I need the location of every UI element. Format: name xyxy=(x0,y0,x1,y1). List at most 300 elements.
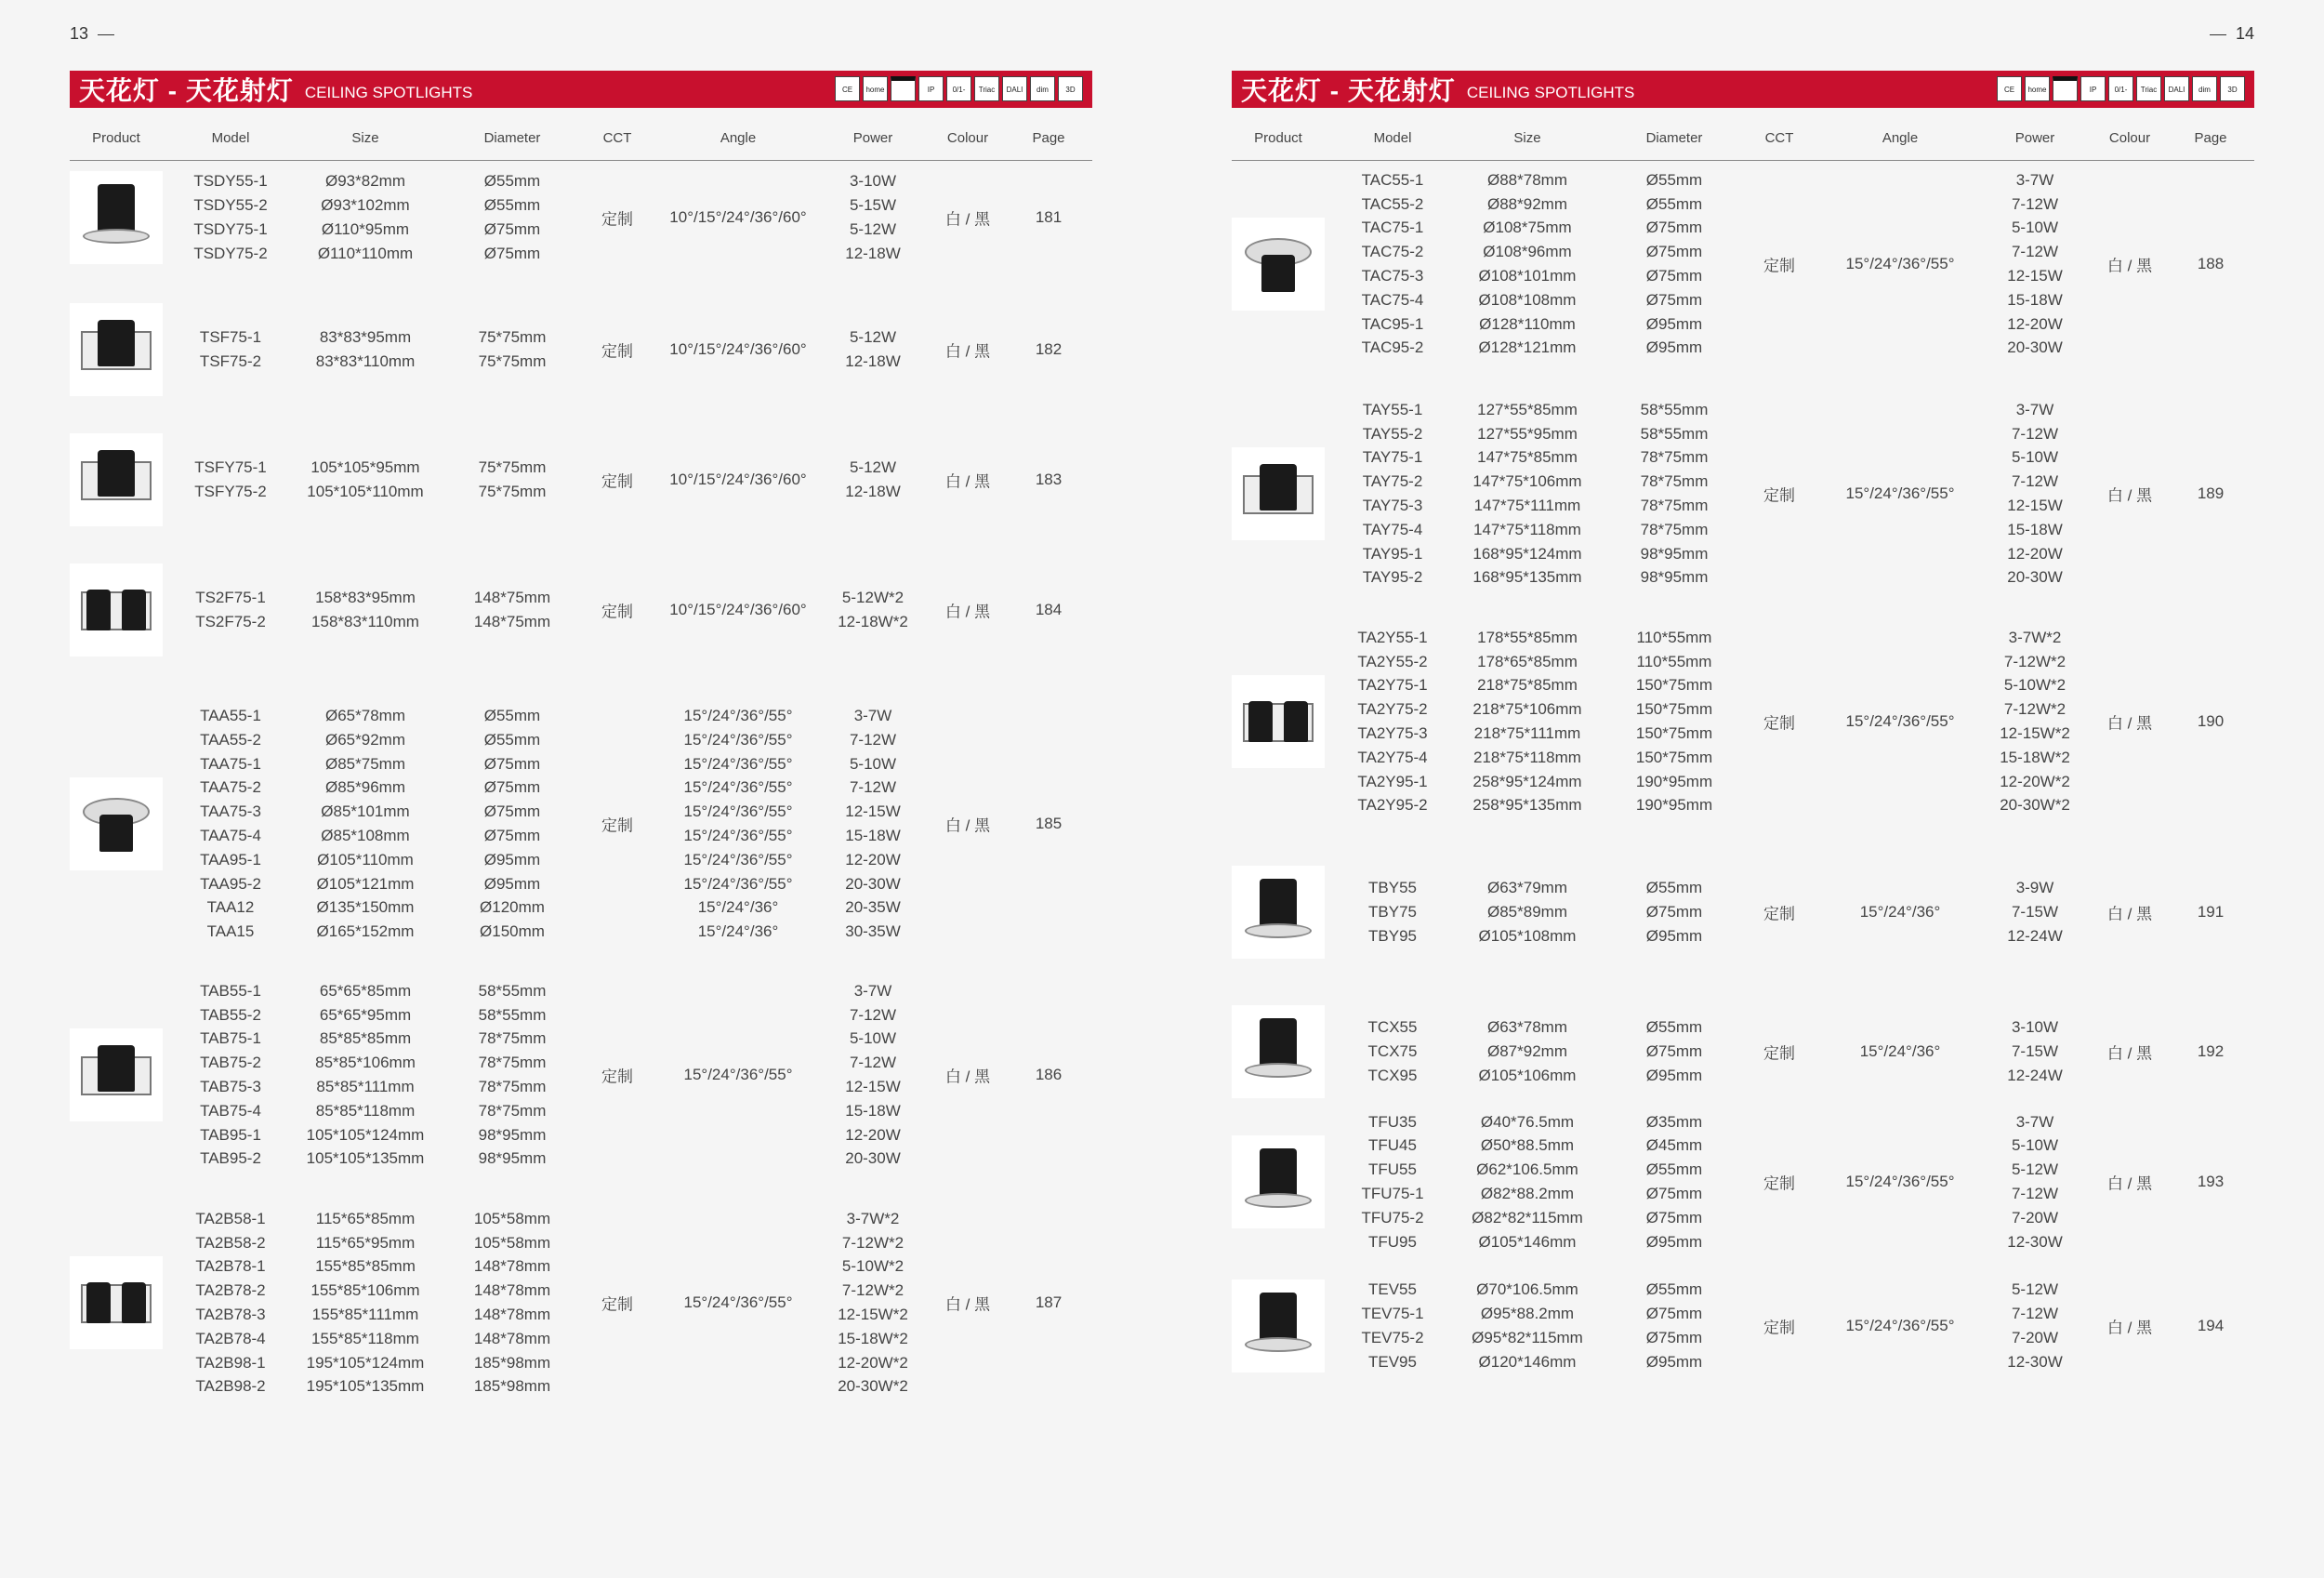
model-value: TAY55-1 xyxy=(1362,400,1423,418)
model-value: TA2Y55-2 xyxy=(1357,652,1428,670)
model-value: TA2B98-2 xyxy=(195,1377,266,1396)
model-column xyxy=(1363,398,1423,590)
model-column xyxy=(1362,168,1424,360)
size-value: 105*105*135mm xyxy=(306,1149,425,1168)
power-value: 12-20W*2 xyxy=(2000,772,2070,790)
colour-value: 白 / 黑 xyxy=(2106,714,2153,733)
power-value: 12-18W xyxy=(845,244,901,262)
model-column xyxy=(195,1207,265,1399)
cert-icon: CE xyxy=(835,76,860,101)
diameter-value: Ø35mm xyxy=(1645,1112,1703,1131)
model-value: TBY95 xyxy=(1368,926,1417,945)
angle-value: 15°/24°/36°/55° xyxy=(683,1293,793,1311)
diameter-column xyxy=(479,979,547,1171)
square-downlight-icon xyxy=(1232,447,1325,540)
power-value: 7-20W xyxy=(2011,1208,2059,1227)
cct-value: 定制 xyxy=(1763,1044,1795,1063)
size-value: Ø108*75mm xyxy=(1483,219,1572,237)
size-value: 178*65*85mm xyxy=(1477,652,1578,670)
size-value: 85*85*106mm xyxy=(315,1054,416,1072)
model-value: TS2F75-2 xyxy=(195,612,266,630)
model-value: TS2F75-1 xyxy=(195,589,266,607)
cert-icon xyxy=(2053,76,2078,101)
angle-value: 15°/24°/36°/55° xyxy=(683,1066,793,1083)
power-value: 20-30W*2 xyxy=(2000,796,2070,815)
diameter-column xyxy=(480,704,545,944)
cert-icon: home xyxy=(2025,76,2050,101)
size-value: 178*55*85mm xyxy=(1477,628,1578,646)
header-page: Page xyxy=(1032,130,1065,146)
power-value: 3-7W xyxy=(2015,1112,2054,1131)
size-value: Ø88*78mm xyxy=(1487,170,1567,189)
power-value: 7-12W*2 xyxy=(841,1281,905,1300)
size-value: 105*105*95mm xyxy=(310,458,420,477)
product-row xyxy=(1232,996,2254,1107)
table-header xyxy=(1232,108,2254,161)
power-value: 7-12W*2 xyxy=(2003,652,2067,670)
power-column xyxy=(2007,876,2063,948)
spotlight-icon xyxy=(1232,866,1325,959)
model-column xyxy=(1368,876,1417,948)
header-cct: CCT xyxy=(1764,130,1794,146)
header-product: Product xyxy=(1254,130,1302,146)
diameter-value: Ø95mm xyxy=(483,850,541,869)
angle-column xyxy=(684,704,793,944)
power-value: 12-15W*2 xyxy=(838,1305,908,1323)
double-downlight-icon xyxy=(1232,675,1325,768)
size-value: Ø105*108mm xyxy=(1478,926,1577,945)
colour-value: 白 / 黑 xyxy=(944,1295,991,1314)
diameter-value: 78*75mm xyxy=(1640,448,1709,467)
power-value: 3-7W xyxy=(2015,170,2054,189)
angle-value: 15°/24°/36°/55° xyxy=(683,826,793,844)
size-column xyxy=(307,979,425,1171)
size-value: Ø82*88.2mm xyxy=(1480,1185,1575,1202)
size-column xyxy=(1472,398,1581,590)
size-value: Ø65*92mm xyxy=(325,730,405,749)
diameter-value: Ø95mm xyxy=(1645,1066,1703,1084)
catalog-page-link[interactable]: 190 xyxy=(2197,712,2225,730)
diameter-value: Ø75mm xyxy=(1645,1042,1703,1061)
angle-value: 10°/15°/24°/36°/60° xyxy=(669,340,807,358)
model-value: TAY75-4 xyxy=(1362,520,1423,538)
size-value: Ø85*89mm xyxy=(1487,903,1567,922)
catalog-page-link[interactable]: 188 xyxy=(2197,255,2225,272)
model-value: TAC75-1 xyxy=(1361,219,1424,237)
angle-value: 15°/24°/36° xyxy=(697,898,779,917)
power-value: 7-12W xyxy=(849,1005,897,1024)
diameter-column xyxy=(1646,1015,1702,1087)
header-cct: CCT xyxy=(602,130,632,146)
size-column xyxy=(316,325,415,374)
cert-icon: dim xyxy=(2192,76,2217,101)
certification-icons xyxy=(835,76,1083,101)
diameter-value: Ø95mm xyxy=(1645,338,1703,357)
catalog-page-link[interactable]: 184 xyxy=(1035,601,1063,618)
model-value: TSF75-2 xyxy=(199,351,262,370)
power-value: 7-12W xyxy=(849,1054,897,1072)
power-value: 5-10W xyxy=(2011,448,2059,467)
cct-value: 定制 xyxy=(1763,905,1795,923)
spotlight-icon xyxy=(1232,1005,1325,1098)
power-column xyxy=(845,169,901,265)
size-column xyxy=(318,169,413,265)
model-value: TAB95-2 xyxy=(200,1149,261,1168)
power-value: 12-20W xyxy=(2007,544,2063,563)
size-value: 115*65*85mm xyxy=(315,1209,416,1227)
diameter-value: 78*75mm xyxy=(478,1077,547,1095)
power-value: 15-18W xyxy=(2007,290,2063,309)
diameter-column xyxy=(479,456,547,504)
angle-value: 15°/24°/36°/55° xyxy=(683,730,793,749)
diameter-column xyxy=(479,325,547,374)
diameter-column xyxy=(1641,398,1709,590)
catalog-page-link[interactable]: 193 xyxy=(2197,1173,2225,1190)
diameter-value: Ø55mm xyxy=(483,196,541,215)
size-value: 147*75*85mm xyxy=(1477,448,1578,467)
diameter-value: 150*75mm xyxy=(1635,700,1713,719)
diameter-column xyxy=(474,1207,550,1399)
spotlight-icon xyxy=(1232,1280,1325,1372)
size-value: Ø40*76.5mm xyxy=(1480,1112,1575,1131)
power-value: 7-15W xyxy=(2011,903,2059,922)
model-value: TFU45 xyxy=(1368,1136,1417,1155)
diameter-value: Ø55mm xyxy=(1645,170,1703,189)
model-value: TFU35 xyxy=(1368,1112,1417,1131)
cct-value: 定制 xyxy=(601,472,633,491)
diameter-value: 78*75mm xyxy=(1640,497,1709,514)
header-power: Power xyxy=(2014,130,2055,146)
colour-value: 白 / 黑 xyxy=(2106,905,2153,923)
model-value: TAC75-2 xyxy=(1361,243,1424,261)
cct-value: 定制 xyxy=(601,603,633,621)
diameter-value: 105*58mm xyxy=(473,1209,551,1227)
diameter-value: Ø55mm xyxy=(483,730,541,749)
diameter-value: Ø95mm xyxy=(1645,1352,1703,1371)
power-value: 7-12W*2 xyxy=(841,1233,905,1252)
model-value: TFU75-2 xyxy=(1361,1208,1424,1227)
power-value: 7-12W xyxy=(2011,1185,2059,1202)
size-value: 147*75*118mm xyxy=(1473,520,1581,538)
cert-icon: DALI xyxy=(2164,76,2189,101)
double-downlight-icon xyxy=(70,1256,163,1349)
size-value: 83*83*110mm xyxy=(315,351,416,370)
model-value: TAA55-2 xyxy=(200,730,261,749)
angle-value: 15°/24°/36°/55° xyxy=(683,802,793,821)
model-value: TA2B78-2 xyxy=(195,1281,266,1300)
cert-icon: 3D xyxy=(2220,76,2245,101)
model-column xyxy=(200,704,261,944)
size-value: 65*65*85mm xyxy=(319,981,412,1000)
model-value: TA2Y75-1 xyxy=(1357,676,1428,695)
diameter-value: Ø55mm xyxy=(1645,1018,1703,1037)
cert-icon: Triac xyxy=(974,76,999,101)
cert-icon: DALI xyxy=(1002,76,1027,101)
header-angle: Angle xyxy=(720,130,757,146)
size-value: 85*85*111mm xyxy=(316,1077,415,1095)
size-column xyxy=(1472,1278,1583,1373)
model-value: TAB55-1 xyxy=(200,981,261,1000)
diameter-value: 78*75mm xyxy=(478,1054,547,1072)
model-value: TBY75 xyxy=(1368,903,1417,922)
model-value: TA2B78-1 xyxy=(195,1257,266,1276)
model-value: TA2B78-3 xyxy=(195,1305,266,1323)
power-value: 20-35W xyxy=(845,898,901,917)
power-value: 3-7W xyxy=(2015,400,2054,418)
model-value: TAA75-4 xyxy=(200,826,261,844)
diameter-value: 190*95mm xyxy=(1635,772,1713,790)
power-value: 7-12W xyxy=(2011,472,2059,491)
model-value: TAY75-1 xyxy=(1362,448,1423,467)
catalog-page-link[interactable]: 181 xyxy=(1035,208,1063,226)
power-column xyxy=(2007,1015,2063,1087)
catalog-page-link[interactable]: 191 xyxy=(2197,903,2225,921)
diameter-value: Ø75mm xyxy=(1645,267,1703,285)
diameter-value: Ø95mm xyxy=(483,874,541,893)
catalog-page-link[interactable]: 183 xyxy=(1035,471,1063,488)
square-spotlight-icon xyxy=(70,303,163,396)
power-value: 5-12W*2 xyxy=(841,589,905,607)
size-value: Ø87*92mm xyxy=(1487,1042,1567,1061)
diameter-value: 58*55mm xyxy=(478,1005,547,1024)
angle-value: 15°/24°/36°/55° xyxy=(683,778,793,797)
model-column xyxy=(1361,1110,1423,1254)
diameter-value: Ø75mm xyxy=(1645,290,1703,309)
cert-icon: CE xyxy=(1997,76,2022,101)
power-value: 5-12W xyxy=(849,458,897,477)
diameter-value: Ø45mm xyxy=(1645,1136,1703,1155)
header-colour: Colour xyxy=(946,130,989,146)
header-size: Size xyxy=(1513,130,1541,146)
model-value: TA2Y75-2 xyxy=(1357,700,1428,719)
power-value: 7-12W*2 xyxy=(2003,700,2067,719)
power-value: 7-20W xyxy=(2011,1328,2059,1346)
catalog-page-link[interactable]: 186 xyxy=(1035,1066,1063,1083)
product-row xyxy=(70,703,1092,945)
catalog-page-link[interactable]: 185 xyxy=(1035,815,1063,832)
square-downlight-icon xyxy=(70,1028,163,1121)
model-value: TAC95-2 xyxy=(1361,338,1424,357)
model-value: TAY75-2 xyxy=(1362,472,1423,491)
diameter-value: Ø55mm xyxy=(483,707,541,724)
power-value: 15-18W xyxy=(845,1101,901,1120)
size-value: Ø63*79mm xyxy=(1487,879,1567,897)
size-value: Ø128*121mm xyxy=(1478,338,1577,357)
model-value: TFU95 xyxy=(1368,1232,1417,1251)
model-value: TAA95-1 xyxy=(200,850,261,869)
catalog-page-link[interactable]: 182 xyxy=(1035,340,1063,358)
cct-value: 定制 xyxy=(1763,1174,1795,1193)
angle-value: 15°/24°/36°/55° xyxy=(683,850,793,869)
angle-value: 15°/24°/36°/55° xyxy=(1845,255,1955,272)
size-value: Ø85*101mm xyxy=(321,802,410,821)
diameter-value: 75*75mm xyxy=(478,482,547,500)
size-value: 85*85*118mm xyxy=(315,1101,416,1120)
power-value: 5-12W xyxy=(2011,1280,2059,1299)
angle-value: 15°/24°/36°/55° xyxy=(683,874,793,893)
diameter-value: Ø75mm xyxy=(1645,903,1703,922)
diameter-value: 78*75mm xyxy=(478,1029,547,1048)
diameter-value: Ø75mm xyxy=(483,244,541,262)
model-column xyxy=(200,325,261,374)
angle-value: 10°/15°/24°/36°/60° xyxy=(669,471,807,488)
size-value: Ø110*95mm xyxy=(321,220,410,238)
size-value: Ø128*110mm xyxy=(1479,314,1576,333)
header-size: Size xyxy=(351,130,379,146)
power-value: 5-10W xyxy=(2011,219,2059,237)
size-value: 258*95*124mm xyxy=(1472,772,1582,790)
header-product: Product xyxy=(92,130,140,146)
size-value: Ø135*150mm xyxy=(316,898,415,917)
model-value: TSDY55-1 xyxy=(193,172,268,191)
size-column xyxy=(1479,1015,1577,1087)
size-value: Ø120*146mm xyxy=(1478,1352,1577,1371)
model-column xyxy=(200,979,261,1171)
size-value: Ø93*82mm xyxy=(325,172,405,191)
size-value: Ø65*78mm xyxy=(325,707,405,724)
cct-value: 定制 xyxy=(601,1067,633,1086)
size-value: 195*105*135mm xyxy=(306,1377,425,1396)
power-column xyxy=(838,586,908,634)
header-power: Power xyxy=(852,130,893,146)
diameter-value: 150*75mm xyxy=(1635,676,1713,695)
size-column xyxy=(307,1207,425,1399)
power-value: 7-12W xyxy=(2011,1305,2059,1323)
size-value: Ø62*106.5mm xyxy=(1476,1160,1578,1179)
diameter-value: Ø95mm xyxy=(1645,314,1703,333)
size-value: Ø105*121mm xyxy=(316,874,415,893)
power-column xyxy=(2007,398,2063,590)
power-value: 12-18W*2 xyxy=(838,612,908,630)
power-column xyxy=(838,1207,908,1399)
size-value: 155*85*118mm xyxy=(311,1329,419,1347)
diameter-value: 75*75mm xyxy=(478,328,547,347)
cert-icon: IP xyxy=(918,76,944,101)
catalog-page-link[interactable]: 194 xyxy=(2197,1317,2225,1334)
size-value: Ø110*110mm xyxy=(317,244,414,262)
cct-value: 定制 xyxy=(1763,1319,1795,1337)
size-column xyxy=(317,704,415,944)
colour-value: 白 / 黑 xyxy=(2106,1319,2153,1337)
cct-value: 定制 xyxy=(1763,714,1795,733)
size-value: Ø82*82*115mm xyxy=(1472,1208,1583,1227)
size-column xyxy=(1479,876,1577,948)
diameter-column xyxy=(1646,168,1702,360)
cert-icon: dim xyxy=(1030,76,1055,101)
catalog-page-link[interactable]: 192 xyxy=(2197,1042,2225,1060)
banner-title-en: CEILING SPOTLIGHTS xyxy=(1466,84,1635,101)
model-column xyxy=(194,456,266,504)
model-value: TA2Y95-2 xyxy=(1357,796,1428,815)
catalog-page-link[interactable]: 189 xyxy=(2197,484,2225,502)
product-row xyxy=(70,977,1092,1173)
power-value: 12-18W xyxy=(845,351,901,370)
header-diameter: Diameter xyxy=(483,130,541,146)
size-value: 105*105*110mm xyxy=(307,482,424,500)
diameter-value: Ø75mm xyxy=(483,802,541,821)
power-value: 7-12W xyxy=(2011,194,2059,213)
power-value: 7-12W xyxy=(849,730,897,749)
model-value: TEV75-2 xyxy=(1361,1328,1424,1346)
power-value: 20-30W xyxy=(845,874,901,893)
diameter-value: 58*55mm xyxy=(1640,400,1709,418)
diameter-value: 150*75mm xyxy=(1635,724,1713,742)
size-column xyxy=(1472,1110,1583,1254)
power-column xyxy=(2000,626,2070,817)
model-value: TCX75 xyxy=(1367,1042,1418,1061)
diameter-value: 148*78mm xyxy=(473,1257,551,1276)
power-value: 5-10W*2 xyxy=(841,1257,905,1276)
diameter-value: Ø55mm xyxy=(1645,194,1703,213)
power-value: 12-20W*2 xyxy=(838,1353,908,1372)
model-value: TEV95 xyxy=(1368,1352,1417,1371)
model-column xyxy=(1361,1278,1423,1373)
size-value: 218*75*111mm xyxy=(1473,724,1581,742)
model-value: TAA75-3 xyxy=(200,802,261,821)
size-value: Ø105*146mm xyxy=(1478,1232,1577,1251)
header-colour: Colour xyxy=(2108,130,2151,146)
round-downlight-icon xyxy=(1232,218,1325,311)
model-value: TEV75-1 xyxy=(1361,1305,1424,1323)
angle-value: 15°/24°/36° xyxy=(697,922,779,941)
diameter-value: Ø95mm xyxy=(1645,1232,1703,1251)
size-value: Ø50*88.5mm xyxy=(1480,1136,1575,1155)
diameter-value: Ø55mm xyxy=(1645,879,1703,897)
size-value: 258*95*135mm xyxy=(1472,796,1582,815)
diameter-value: Ø75mm xyxy=(483,754,541,773)
diameter-value: 98*95mm xyxy=(478,1149,547,1168)
model-value: TAB75-2 xyxy=(200,1054,261,1072)
colour-value: 白 / 黑 xyxy=(944,210,991,229)
colour-value: 白 / 黑 xyxy=(944,816,991,835)
diameter-value: 78*75mm xyxy=(1640,520,1709,538)
power-value: 5-12W xyxy=(2011,1160,2059,1179)
catalog-page-link[interactable]: 187 xyxy=(1035,1293,1063,1311)
product-row xyxy=(1232,629,2254,815)
header-angle: Angle xyxy=(1882,130,1919,146)
model-value: TAY95-2 xyxy=(1362,568,1423,587)
model-value: TA2Y95-1 xyxy=(1357,772,1428,790)
colour-value: 白 / 黑 xyxy=(2106,1044,2153,1063)
product-row xyxy=(70,564,1092,656)
diameter-value: 148*75mm xyxy=(473,612,551,630)
size-value: Ø95*82*115mm xyxy=(1472,1328,1583,1346)
diameter-value: Ø75mm xyxy=(483,778,541,797)
diameter-value: Ø75mm xyxy=(1645,1185,1703,1202)
diameter-value: 190*95mm xyxy=(1635,796,1713,815)
size-value: 195*105*124mm xyxy=(306,1353,425,1372)
power-value: 12-24W xyxy=(2007,1066,2063,1084)
diameter-value: Ø150mm xyxy=(480,922,545,941)
power-value: 20-30W xyxy=(2007,338,2063,357)
model-value: TA2Y75-3 xyxy=(1357,724,1428,742)
model-value: TSFY75-2 xyxy=(194,482,267,500)
power-value: 12-15W xyxy=(845,1077,901,1095)
cert-icon: IP xyxy=(2080,76,2106,101)
power-value: 12-20W xyxy=(845,1125,901,1144)
power-column xyxy=(2007,168,2063,360)
model-value: TAC75-3 xyxy=(1361,267,1424,285)
size-value: 83*83*95mm xyxy=(319,328,412,347)
colour-value: 白 / 黑 xyxy=(2106,486,2153,505)
model-value: TFU55 xyxy=(1368,1160,1417,1179)
power-value: 15-18W*2 xyxy=(838,1329,908,1347)
product-row xyxy=(1232,171,2254,357)
cct-value: 定制 xyxy=(1763,257,1795,275)
colour-value: 白 / 黑 xyxy=(2106,257,2153,275)
header-page: Page xyxy=(2194,130,2227,146)
power-column xyxy=(845,456,901,504)
